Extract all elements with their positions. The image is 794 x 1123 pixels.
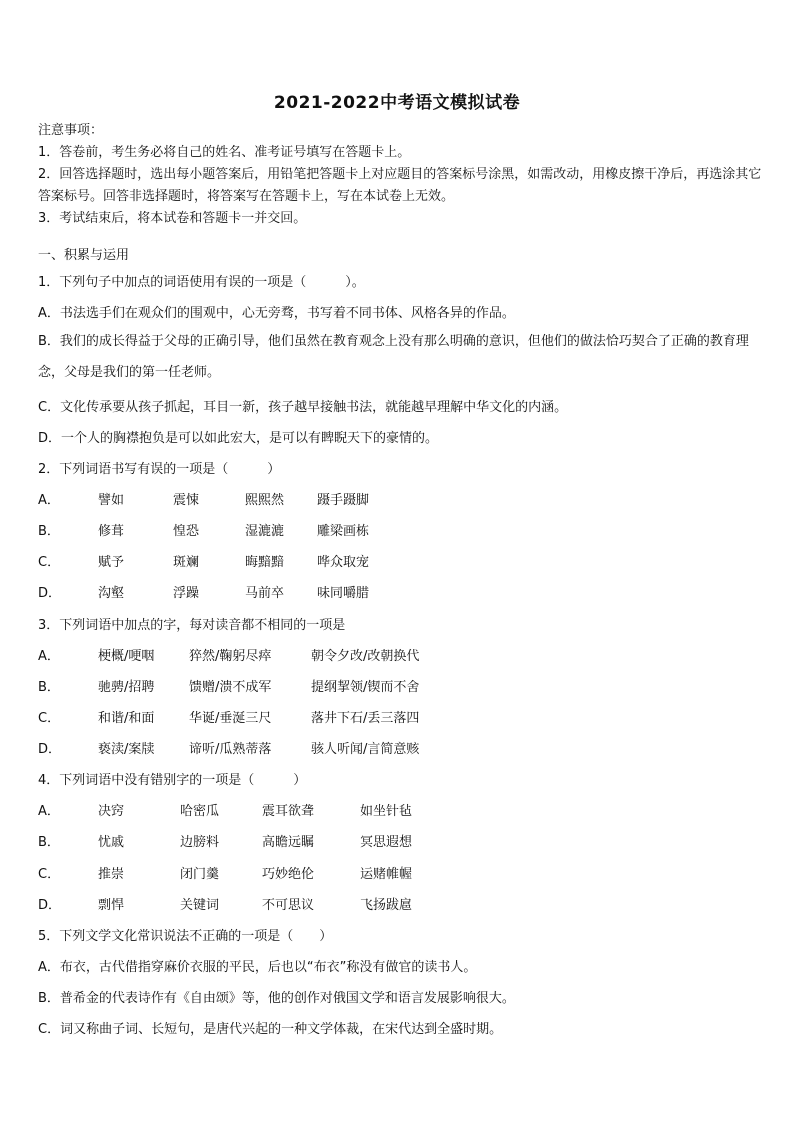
- option-letter: C．: [38, 555, 61, 570]
- option-letter: A．: [38, 804, 60, 819]
- question-4-option-d: [38, 894, 412, 913]
- notice-item: 1．答卷前，考生务必将自己的姓名、准考证号填写在答题卡上。: [38, 145, 411, 160]
- option-word: 骇人听闻/言简意赅: [311, 742, 420, 757]
- option-word: 运赌帷幄: [360, 867, 413, 882]
- option-word: 不可思议: [262, 898, 315, 913]
- question-4-option-b: [38, 831, 412, 850]
- option-word: 推崇: [98, 867, 125, 882]
- option-letter: B．: [38, 680, 60, 695]
- option-word: 雕梁画栋: [317, 524, 370, 539]
- question-4-option-a: [38, 800, 412, 819]
- option-letter: B．: [38, 524, 60, 539]
- option-word: 闭门羹: [180, 867, 220, 882]
- question-1-option-a: A．书法选手们在观众们的围观中，心无旁骛，书写着不同书体、风格各异的作品。: [38, 306, 515, 321]
- option-word: 关键词: [180, 898, 220, 913]
- option-word: 震悚: [173, 493, 200, 508]
- option-word: 斑斓: [173, 555, 200, 570]
- option-letter: C．: [38, 867, 61, 882]
- question-1-option-b: B．我们的成长得益于父母的正确引导，他们虽然在教育观念上没有那么明确的意识，但他们的做法恰巧契合了正确的教育理念，父母是我们的第一任老师。: [38, 334, 749, 380]
- option-word: 马前卒: [245, 586, 285, 601]
- question-1-stem: 1．下列句子中加点的词语使用有误的一项是（ ）。: [38, 275, 365, 290]
- page-title: 2021-2022中考语文模拟试卷: [273, 93, 521, 113]
- notice-heading: 注意事项：: [38, 123, 104, 138]
- section-heading: 一、积累与运用: [38, 248, 130, 263]
- option-letter: D．: [38, 898, 62, 913]
- option-word: 冥思遐想: [360, 835, 413, 850]
- option-word: 剽悍: [98, 898, 125, 913]
- notice-item: 2．回答选择题时，选出每小题答案后，用铅笔把答题卡上对应题目的答案标号涂黑，如需改动，用橡皮擦干净后，再选涂其它答案标号。回答非选择题时，将答案写在答题卡上，写在本试卷上无效。: [38, 167, 762, 204]
- question-2-stem: 2．下列词语书写有误的一项是（ ）: [38, 462, 281, 477]
- option-letter: D．: [38, 586, 62, 601]
- option-word: 巧妙绝伦: [262, 867, 315, 882]
- option-word: 忧戚: [98, 835, 125, 850]
- option-word: 高瞻远瞩: [262, 835, 315, 850]
- question-5-stem: 5．下列文学文化常识说法不正确的一项是（ ）: [38, 929, 333, 944]
- option-word: 边膀料: [180, 835, 220, 850]
- option-word: 梗概/哽咽: [98, 649, 155, 664]
- question-2-option-b: [38, 520, 369, 539]
- question-3-option-c: [38, 707, 419, 726]
- question-3-stem: 3．下列词语中加点的字，每对读音都不相同的一项是: [38, 618, 346, 633]
- notice-item: 3．考试结束后，将本试卷和答题卡一并交回。: [38, 211, 307, 226]
- option-word: 馈赠/溃不成军: [189, 680, 272, 695]
- question-4-stem: 4．下列词语中没有错别字的一项是（ ）: [38, 773, 307, 788]
- notice-block: [38, 120, 768, 230]
- option-word: 震耳欲聋: [262, 804, 315, 819]
- question-1-option-c: C．文化传承要从孩子抓起，耳目一新，孩子越早接触书法，就能越早理解中华文化的内涵。: [38, 400, 568, 415]
- option-word: 晦黯黯: [245, 555, 285, 570]
- question-5-option-b: B．普希金的代表诗作有《自由颂》等，他的创作对俄国文学和语言发展影响很大。: [38, 991, 515, 1006]
- question-1-option-d: D．一个人的胸襟抱负是可以如此宏大，是可以有睥睨天下的豪情的。: [38, 431, 439, 446]
- option-word: 惶恐: [173, 524, 200, 539]
- option-letter: D．: [38, 742, 62, 757]
- question-3-option-a: [38, 645, 419, 664]
- option-letter: B．: [38, 835, 60, 850]
- option-word: 湿漉漉: [245, 524, 285, 539]
- option-word: 飞扬跋扈: [360, 898, 413, 913]
- option-word: 譬如: [98, 493, 125, 508]
- question-4-option-c: [38, 863, 412, 882]
- option-word: 熙熙然: [245, 493, 285, 508]
- option-word: 哗众取宠: [317, 555, 370, 570]
- option-word: 决窍: [98, 804, 125, 819]
- option-word: 落井下石/丢三落四: [311, 711, 420, 726]
- option-letter: C．: [38, 711, 61, 726]
- option-word: 哈密瓜: [180, 804, 220, 819]
- question-5-option-a: A．布衣，古代借指穿麻价衣服的平民，后也以“布衣”称没有做官的读书人。: [38, 960, 477, 975]
- option-word: 华诞/垂涎三尺: [189, 711, 272, 726]
- option-word: 沟壑: [98, 586, 125, 601]
- question-2-option-a: [38, 489, 369, 508]
- option-letter: A．: [38, 649, 60, 664]
- option-word: 猝然/鞠躬尽瘁: [189, 649, 272, 664]
- option-word: 赋予: [98, 555, 125, 570]
- question-5-option-c: C．词又称曲子词、长短句，是唐代兴起的一种文学体裁，在宋代达到全盛时期。: [38, 1022, 503, 1037]
- question-2-option-c: [38, 551, 369, 570]
- option-word: 如坐针毡: [360, 804, 413, 819]
- question-3-option-d: [38, 738, 419, 757]
- option-word: 驰骋/招聘: [98, 680, 155, 695]
- option-word: 谛听/瓜熟蒂落: [189, 742, 272, 757]
- option-word: 朝令夕改/改朝换代: [311, 649, 420, 664]
- option-word: 浮躁: [173, 586, 200, 601]
- option-word: 蹑手蹑脚: [317, 493, 370, 508]
- option-word: 提纲挈领/锲而不舍: [311, 680, 420, 695]
- option-word: 和谐/和面: [98, 711, 155, 726]
- option-word: 修葺: [98, 524, 125, 539]
- option-word: 味同嚼腊: [317, 586, 370, 601]
- option-letter: A．: [38, 493, 60, 508]
- question-2-option-d: [38, 582, 369, 601]
- option-word: 亵渎/案牍: [98, 742, 155, 757]
- question-3-option-b: [38, 676, 419, 695]
